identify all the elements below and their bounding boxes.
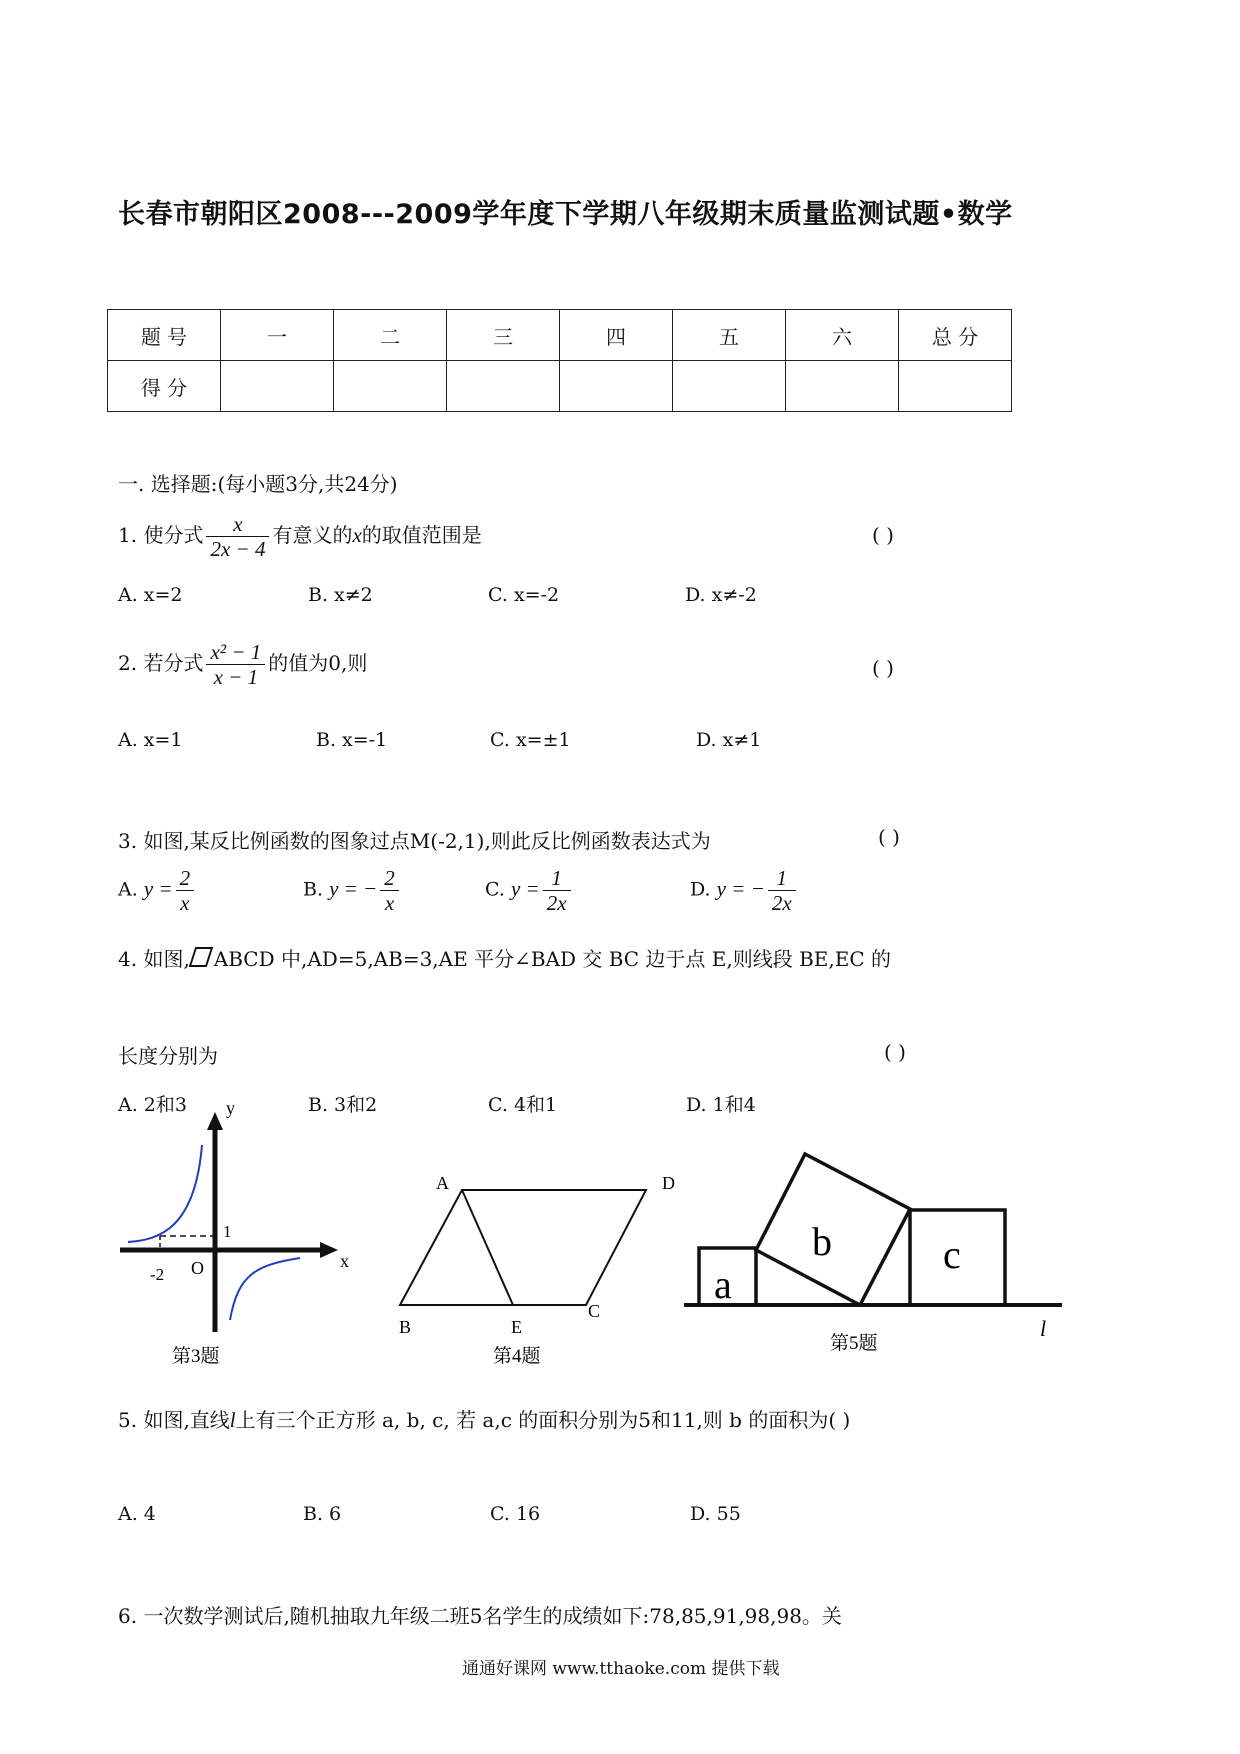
axis-label-x: x: [340, 1251, 349, 1271]
figure-4-caption: 第4题: [493, 1346, 541, 1367]
figure-5-caption: 第5题: [830, 1333, 878, 1354]
q3-option-b[interactable]: B. y = − $\frac{2}{x}$: [303, 866, 402, 915]
score-cell: 六: [786, 310, 899, 361]
score-blank: [447, 361, 560, 412]
page-footer: 通通好课网 www.tthaoke.com 提供下载: [462, 1659, 780, 1679]
figure-5-squares: [684, 1154, 1062, 1341]
q2-option-c[interactable]: C. x=±1: [490, 729, 571, 751]
score-table-header-row: [108, 310, 1012, 361]
score-cell: 五: [673, 310, 786, 361]
score-blank: [221, 361, 334, 412]
square-b-label: b: [812, 1219, 832, 1264]
q4-option-d[interactable]: D. 1和4: [686, 1094, 756, 1116]
line-l-label: l: [1040, 1316, 1047, 1341]
score-table: [107, 309, 1012, 412]
q2-option-b[interactable]: B. x=-1: [316, 729, 388, 751]
q1-option-c[interactable]: C. x=-2: [488, 584, 560, 606]
question-4: 4. 如图, ABCD 中,AD=5,AB=3,AE 平分∠BAD 交 BC 边于点 E,则线段 BE,EC 的: [118, 947, 892, 971]
svg-text:C: C: [588, 1301, 601, 1321]
question-3: 3. 如图,某反比例函数的图象过点M(-2,1),则此反比例函数表达式为: [118, 829, 711, 853]
figure-3-caption: 第3题: [172, 1346, 220, 1367]
q1-option-d[interactable]: D. x≠-2: [685, 584, 757, 606]
q4-option-c[interactable]: C. 4和1: [488, 1094, 558, 1116]
figure-3-graph: [120, 1100, 349, 1332]
score-cell: 题 号: [108, 310, 221, 361]
score-table-score-row: [108, 361, 1012, 412]
q2-option-d[interactable]: D. x≠1: [696, 729, 762, 751]
parallelogram-symbol-icon: [189, 947, 213, 967]
score-blank: [560, 361, 673, 412]
answer-paren[interactable]: ( ): [872, 523, 894, 547]
q3-option-a[interactable]: A. y = $\frac{2}{x}$: [118, 866, 197, 915]
q1-fraction: $\frac{x}{2x - 4}$: [206, 512, 269, 561]
svg-text:E: E: [511, 1317, 522, 1337]
origin-label: O: [191, 1258, 204, 1278]
figures-area: [0, 1100, 1240, 1380]
q3-option-c[interactable]: C. y = $\frac{1}{2x}$: [485, 866, 574, 915]
svg-text:A: A: [436, 1173, 449, 1193]
page-title: 长春市朝阳区2008---2009学年度下学期八年级期末质量监测试题•数学: [118, 199, 1013, 230]
square-a-label: a: [714, 1262, 732, 1307]
score-cell: 二: [334, 310, 447, 361]
q2-option-a[interactable]: A. x=1: [118, 729, 183, 751]
question-5: 5. 如图,直线l上有三个正方形 a, b, c, 若 a,c 的面积分别为5和11,则 b 的面积为( ): [118, 1408, 851, 1432]
question-4-continued: 长度分别为: [118, 1044, 218, 1068]
question-6: 6. 一次数学测试后,随机抽取九年级二班5名学生的成绩如下:78,85,91,98,98。关: [118, 1604, 842, 1628]
answer-paren[interactable]: ( ): [884, 1040, 906, 1064]
svg-text:D: D: [662, 1173, 675, 1193]
q4-option-a[interactable]: A. 2和3: [118, 1094, 187, 1116]
svg-text:B: B: [399, 1317, 412, 1337]
score-blank: [673, 361, 786, 412]
tick-label-1: 1: [223, 1222, 232, 1241]
square-c-label: c: [943, 1232, 961, 1277]
score-blank: [786, 361, 899, 412]
q5-option-d[interactable]: D. 55: [690, 1503, 741, 1525]
q1-prefix: 1. 使分式: [118, 523, 204, 548]
answer-paren[interactable]: ( ): [872, 656, 894, 680]
q5-option-a[interactable]: A. 4: [118, 1503, 156, 1525]
question-2: 2. 若分式 $\frac{\text{x² − 1}}{x - 1}$ 的值为0,则: [118, 640, 368, 690]
score-cell: 三: [447, 310, 560, 361]
q2-fraction: $\frac{\text{x² − 1}}{x - 1}$: [206, 640, 265, 689]
q3-option-d[interactable]: D. y = − $\frac{1}{2x}$: [690, 866, 799, 915]
answer-paren[interactable]: ( ): [878, 825, 900, 849]
score-cell: 四: [560, 310, 673, 361]
score-cell: 总 分: [899, 310, 1012, 361]
section-heading: 一. 选择题:(每小题3分,共24分): [118, 472, 398, 496]
tick-label-neg2: -2: [150, 1265, 165, 1284]
axis-label-y: y: [226, 1100, 235, 1118]
q4-option-b[interactable]: B. 3和2: [308, 1094, 378, 1116]
score-blank: [899, 361, 1012, 412]
score-row-label: 得 分: [108, 361, 221, 412]
question-1: 1. 使分式 $\frac{x}{2x - 4}$ 有意义的x的取值范围是: [118, 512, 482, 562]
q1-option-b[interactable]: B. x≠2: [308, 584, 373, 606]
figure-4-parallelogram: [399, 1173, 675, 1337]
q1-option-a[interactable]: A. x=2: [118, 584, 183, 606]
q5-option-b[interactable]: B. 6: [303, 1503, 342, 1525]
q5-option-c[interactable]: C. 16: [490, 1503, 541, 1525]
score-blank: [334, 361, 447, 412]
score-cell: 一: [221, 310, 334, 361]
